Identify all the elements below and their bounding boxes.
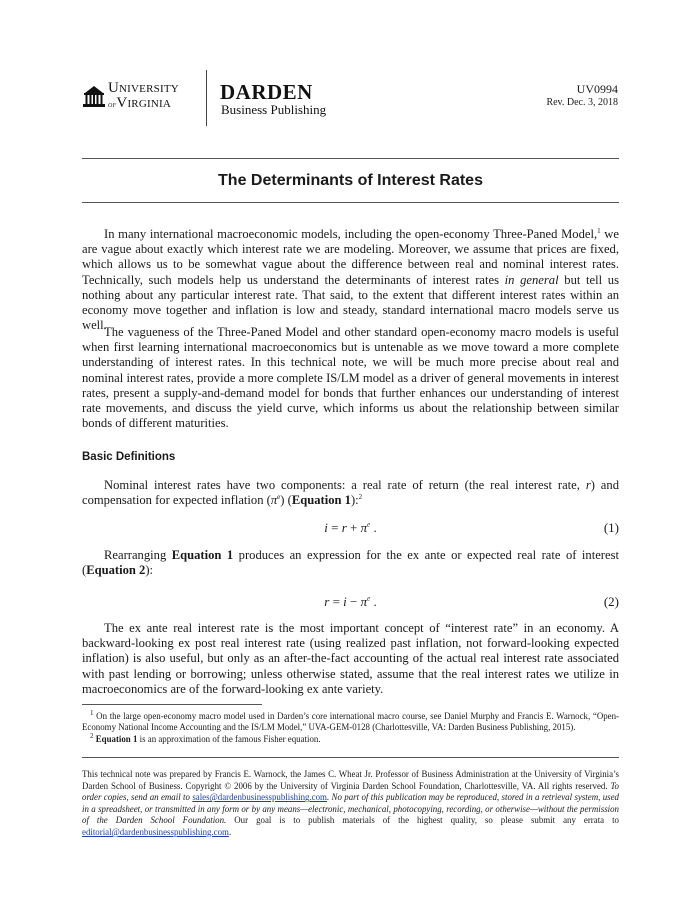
uva-logo-university: University	[108, 80, 179, 96]
footnote-2-bold: Equation 1	[93, 734, 138, 744]
footer-order-text: To order copies, send an email to	[82, 780, 619, 803]
footnote-1	[82, 711, 619, 733]
eq2-equals: =	[329, 594, 344, 609]
equation-ref-1b: Equation 1	[171, 548, 234, 562]
uva-rotunda-logo-icon	[83, 84, 105, 108]
paragraph-intro	[82, 227, 619, 333]
footnote-2	[82, 734, 619, 745]
section-heading-basic-definitions: Basic Definitions	[82, 451, 176, 463]
eq2-pi-sup: e	[367, 594, 371, 603]
para1-text-c: but tell us nothing about any particular interest rate. That said, to the extent that different interest rates within an economy move together and inflation is low and steady, standard international macro models serve us well.	[82, 272, 620, 333]
paragraph-vagueness	[82, 325, 619, 431]
eq2-period: .	[370, 594, 377, 609]
equation-1-number: (1)	[603, 520, 619, 535]
var-pi: π	[270, 493, 278, 508]
eq1-lhs: i	[324, 520, 328, 535]
para3-text-d: ):	[350, 493, 359, 508]
sales-email-link[interactable]: sales@dardenbusinesspublishing.com	[192, 792, 327, 803]
para3-text-b: ) and compensation for expected inflation (	[82, 478, 619, 508]
eq1-equals: =	[327, 520, 342, 535]
footer-rule	[82, 757, 619, 758]
para3-text-c: ) (	[280, 493, 292, 508]
darden-logo-subtitle: Business Publishing	[221, 102, 327, 117]
revision-date: Rev. Dec. 3, 2018	[546, 97, 618, 108]
footnote-2-text: is an approximation of the famous Fisher equation.	[137, 734, 321, 744]
paragraph-ex-ante	[82, 621, 619, 697]
equation-1-body	[82, 520, 619, 536]
para1-emphasis: in general	[504, 272, 559, 287]
footnote-1-number: 1	[90, 709, 94, 718]
para3-text-a: Nominal interest rates have two components: a real rate of return (the real interest rate,	[104, 478, 586, 492]
footer-text-d: Our goal is to publish materials of the highest quality, so please submit any errata to	[226, 815, 619, 826]
equation-2-body	[82, 594, 619, 610]
eq2-pi: π	[360, 594, 368, 609]
equation-ref-1: Equation 1	[291, 493, 351, 508]
para5-text: The ex ante real interest rate is the most important concept of “interest rate” in an economy. A backward-looking ex post real interest rate (using realized past inflation, not forward-looking expected inflation) is also useful, but only as an after-the-fact accounting of the actual real interest rate associated with past lending or borrowing; unless otherwise stated, assume that the real interest rates we utilize in macroeconomics are of the forward-looking ex ante variety.	[82, 621, 619, 696]
footnote-ref-1: 1	[597, 226, 601, 235]
eq1-r: r	[341, 520, 347, 535]
footer-text-e: .	[228, 826, 232, 837]
darden-logo-name: DARDEN	[220, 80, 313, 104]
equation-2-number: (2)	[603, 594, 619, 609]
eq2-lhs: r	[324, 594, 330, 609]
footnote-ref-2: 2	[358, 493, 363, 502]
uva-logo-line2	[108, 95, 171, 112]
title-rule	[82, 202, 619, 203]
eq1-pi: π	[360, 520, 368, 535]
logo-divider	[206, 70, 207, 126]
footnote-rule	[82, 704, 262, 705]
uva-logo-virginia: Virginia	[116, 95, 171, 111]
paragraph-nominal-rates	[82, 478, 619, 508]
document-title: The Determinants of Interest Rates	[218, 172, 483, 189]
editorial-email-link[interactable]: editorial@dardenbusinesspublishing.com	[82, 826, 229, 837]
header-rule	[82, 158, 619, 159]
equation-ref-2: Equation 2	[86, 563, 146, 578]
para4-text-b: produces an expression for the ex ante or expected real rate of interest (	[82, 548, 619, 578]
footer-rights-text: . No part of this publication may be reproduced, stored in a retrieval system, used in a spreadsheet, or transmitted in any form or by any means—electronic, mechanical, photocopying, recording, or otherwise—without the permission of the Darden School Foundation.	[82, 792, 619, 826]
uva-logo-of: of	[108, 99, 117, 109]
para4-text-c: ):	[145, 563, 154, 578]
eq1-plus: +	[346, 520, 361, 535]
paragraph-rearranging	[82, 548, 619, 578]
footer-text-a: This technical note was prepared by Francis E. Warnock, the James C. Wheat Jr. Professor of Business Administration at the University of Virginia’s Darden School of Business. Copyright © 2006 by the University of Virginia Darden School Foundation, Charlottesville, VA. All rights reserved.	[82, 769, 619, 791]
eq1-pi-sup: e	[367, 520, 371, 529]
var-r: r	[585, 478, 591, 492]
copyright-note	[82, 769, 619, 839]
eq2-i: i	[343, 594, 347, 609]
var-pi-sup: e	[277, 493, 281, 502]
footnote-1-text: On the large open-economy macro model used in Darden’s core international macro course, see Daniel Murphy and Francis E. Warnock, “Open-Economy National Income Accounting and the IS/LM Model,” UVA-GEM-0128 (Charlottesville, VA: Darden Business Publishing, 2015).	[82, 711, 619, 732]
para1-text-a: In many international macroeconomic models, including the open-economy Three-Paned Model,	[104, 227, 598, 241]
eq2-minus: −	[346, 594, 361, 609]
para4-text-a: Rearranging	[104, 548, 172, 562]
footnote-2-number: 2	[90, 732, 94, 741]
para1-text-b: we are vague about exactly which interest rate we are modeling. Moreover, we assume that prices are fixed, which allows us to be somewhat vague about the difference between real and nominal interest rates. Technically, such models help us understand the determinants of interest rates	[82, 227, 619, 287]
eq1-period: .	[370, 520, 377, 535]
para2-text: The vagueness of the Three-Paned Model and other standard open-economy macro models is useful when first learning international macroeconomics but is untenable as we move toward a more complete understanding of interest rates. In this technical note, we will be much more precise about real and nominal interest rates, provide a more complete IS/LM model as a driver of general movements in interest rates, present a supply-and-demand model for bonds that further enhances our understanding of interest rate movements, and discuss the yield curve, which informs us about the relationship between similar bonds of different maturities.	[82, 325, 619, 431]
case-code: UV0994	[576, 82, 618, 96]
